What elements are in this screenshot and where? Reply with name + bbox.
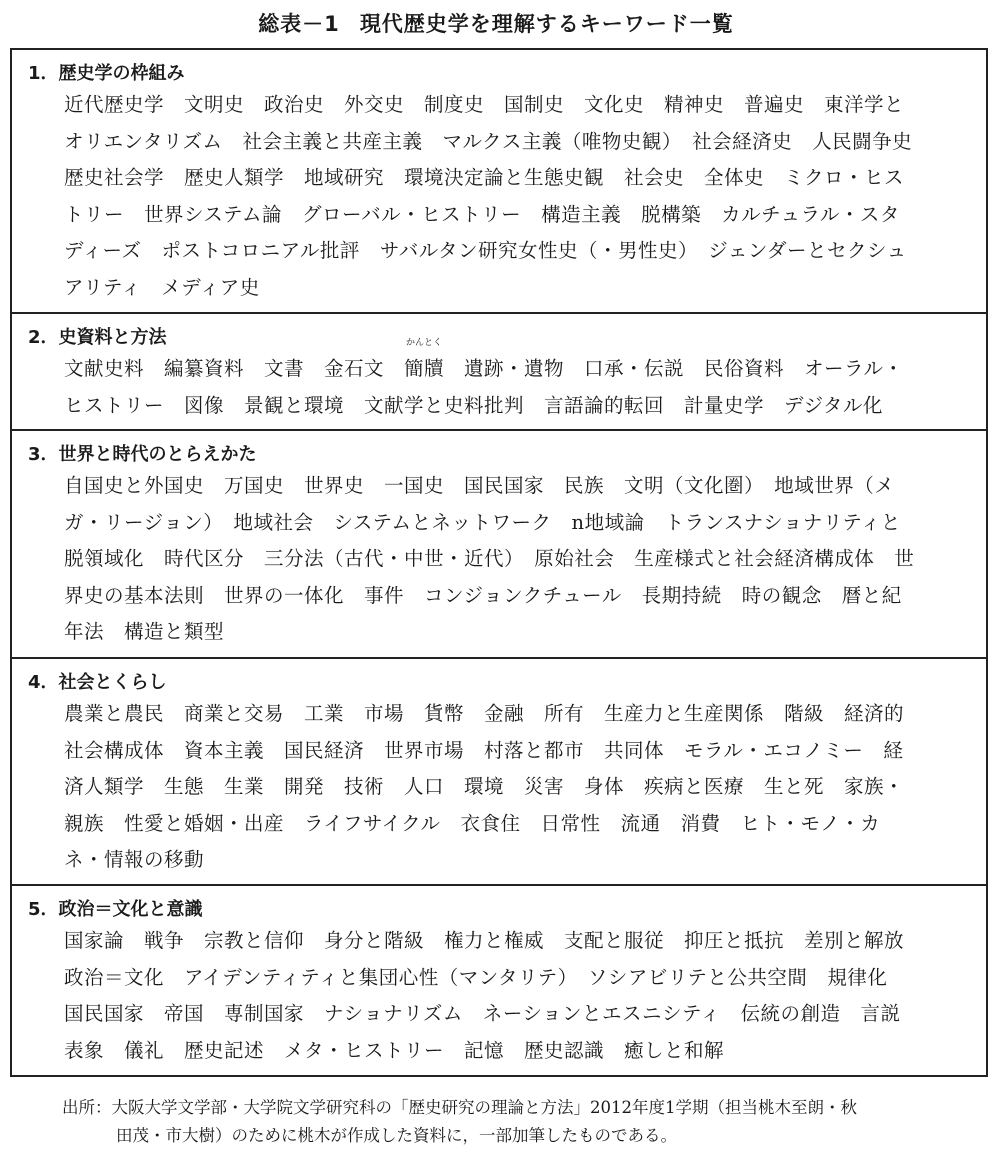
table-title (0, 8, 992, 38)
keyword-line: ヒストリー 図像 景観と環境 文献学と史料批判 言語論的転回 計量史学 デジタル化 (64, 393, 883, 417)
section-world-and-periods (12, 429, 986, 657)
keyword-line: 界史の基本法則 世界の一体化 事件 コンジョンクチュール 長期持続 時の観念 暦と紀 (64, 583, 902, 607)
keyword-line: アリティ メディア史 (64, 275, 260, 299)
source-line: 田茂・市大樹）のために桃木が作成した資料に，一部加筆したものである。 (116, 1126, 677, 1145)
table-title-text: 現代歴史学を理解するキーワード一覧 (359, 12, 734, 36)
keyword-line: 脱領域化 時代区分 三分法（古代・中世・近代） 原始社会 生産様式と社会経済構成体 世 (64, 547, 915, 570)
section-keywords (12, 338, 986, 424)
section-framework (12, 50, 986, 312)
section-keywords (12, 468, 986, 651)
section-keywords (12, 696, 986, 879)
keyword-line: 社会構成体 資本主義 国民経済 世界市場 村落と都市 共同体 モラル・エコノミー 経 (64, 738, 904, 762)
ruby-reading: かんとく (406, 338, 443, 348)
section-society-and-life (12, 657, 986, 884)
section-keywords (12, 923, 986, 1069)
keyword-line: 年法 構造と類型 (64, 620, 225, 643)
keyword-line: オリエンタリズム 社会主義と共産主義 マルクス主義（唯物史観） 社会経済史 人民闘争史 (64, 129, 913, 153)
section-heading: 4．社会とくらし (28, 672, 167, 693)
source-line: 出所：大阪大学文学部・大学院文学研究科の「歴史研究の理論と方法」2012年度1学期（担当桃木至朗・秋 (62, 1098, 857, 1117)
section-heading: 3．世界と時代のとらえかた (28, 444, 257, 465)
keyword-line: 歴史社会学 歴史人類学 地域研究 環境決定論と生態史観 社会史 全体史 ミクロ・ヒス (64, 166, 905, 189)
source-note (62, 1094, 980, 1150)
ruby-annotated-word: かんとく 簡牘 (404, 338, 445, 380)
keyword-line: 表象 儀礼 歴史記述 メタ・ヒストリー 記憶 歴史認識 癒しと和解 (64, 1038, 725, 1062)
keyword-line: ガ・リージョン） 地域社会 システムとネットワーク n地域論 トランスナショナリティと (64, 510, 901, 534)
keyword-line: 国民国家 帝国 専制国家 ナショナリズム ネーションとエスニシティ 伝統の創造 言説 (64, 1002, 901, 1025)
section-heading: 1．歴史学の枠組み (28, 63, 185, 84)
keyword-line: 済人類学 生態 生業 開発 技術 人口 環境 災害 身体 疾病と医療 生と死 家族・ (64, 775, 905, 798)
section-politics-culture (12, 884, 986, 1075)
section-heading: 5．政治＝文化と意識 (28, 899, 203, 920)
section-heading: 2．史資料と方法 (28, 327, 167, 348)
keyword-line: 政治＝文化 アイデンティティと集団心性（マンタリテ） ソシアビリテと公共空間 規律化 (64, 965, 888, 989)
table-number: 総表－1 (258, 12, 340, 36)
keyword-line: 自国史と外国史 万国史 世界史 一国史 国民国家 民族 文明（文化圏） 地域世界（メ (64, 474, 895, 497)
keyword-line: ディーズ ポストコロニアル批評 サバルタン研究女性史（・男性史） ジェンダーとセクシュ (64, 239, 907, 262)
section-sources-methods (12, 312, 986, 429)
keyword-line: 国家論 戦争 宗教と信仰 身分と階級 権力と権威 支配と服従 抑圧と抵抗 差別と解放 (64, 929, 905, 952)
keyword-line: 文献史料 編纂資料 文書 金石文 かんとく 簡牘 遺跡・遺物 口承・伝説 民俗資料 オーラル・ (64, 351, 972, 388)
keyword-table (10, 48, 988, 1077)
keyword-line: 農業と農民 商業と交易 工業 市場 貨幣 金融 所有 生産力と生産関係 階級 経済的 (64, 702, 905, 725)
keyword-line: ネ・情報の移動 (64, 848, 205, 871)
keyword-line: 近代歴史学 文明史 政治史 外交史 制度史 国制史 文化史 精神史 普遍史 東洋学と (64, 93, 905, 116)
section-keywords (12, 87, 986, 306)
keyword-line: 親族 性愛と婚姻・出産 ライフサイクル 衣食住 日常性 流通 消費 ヒト・モノ・カ (64, 811, 881, 835)
keyword-line: トリー 世界システム論 グローバル・ヒストリー 構造主義 脱構築 カルチュラル・スタ (64, 202, 900, 226)
